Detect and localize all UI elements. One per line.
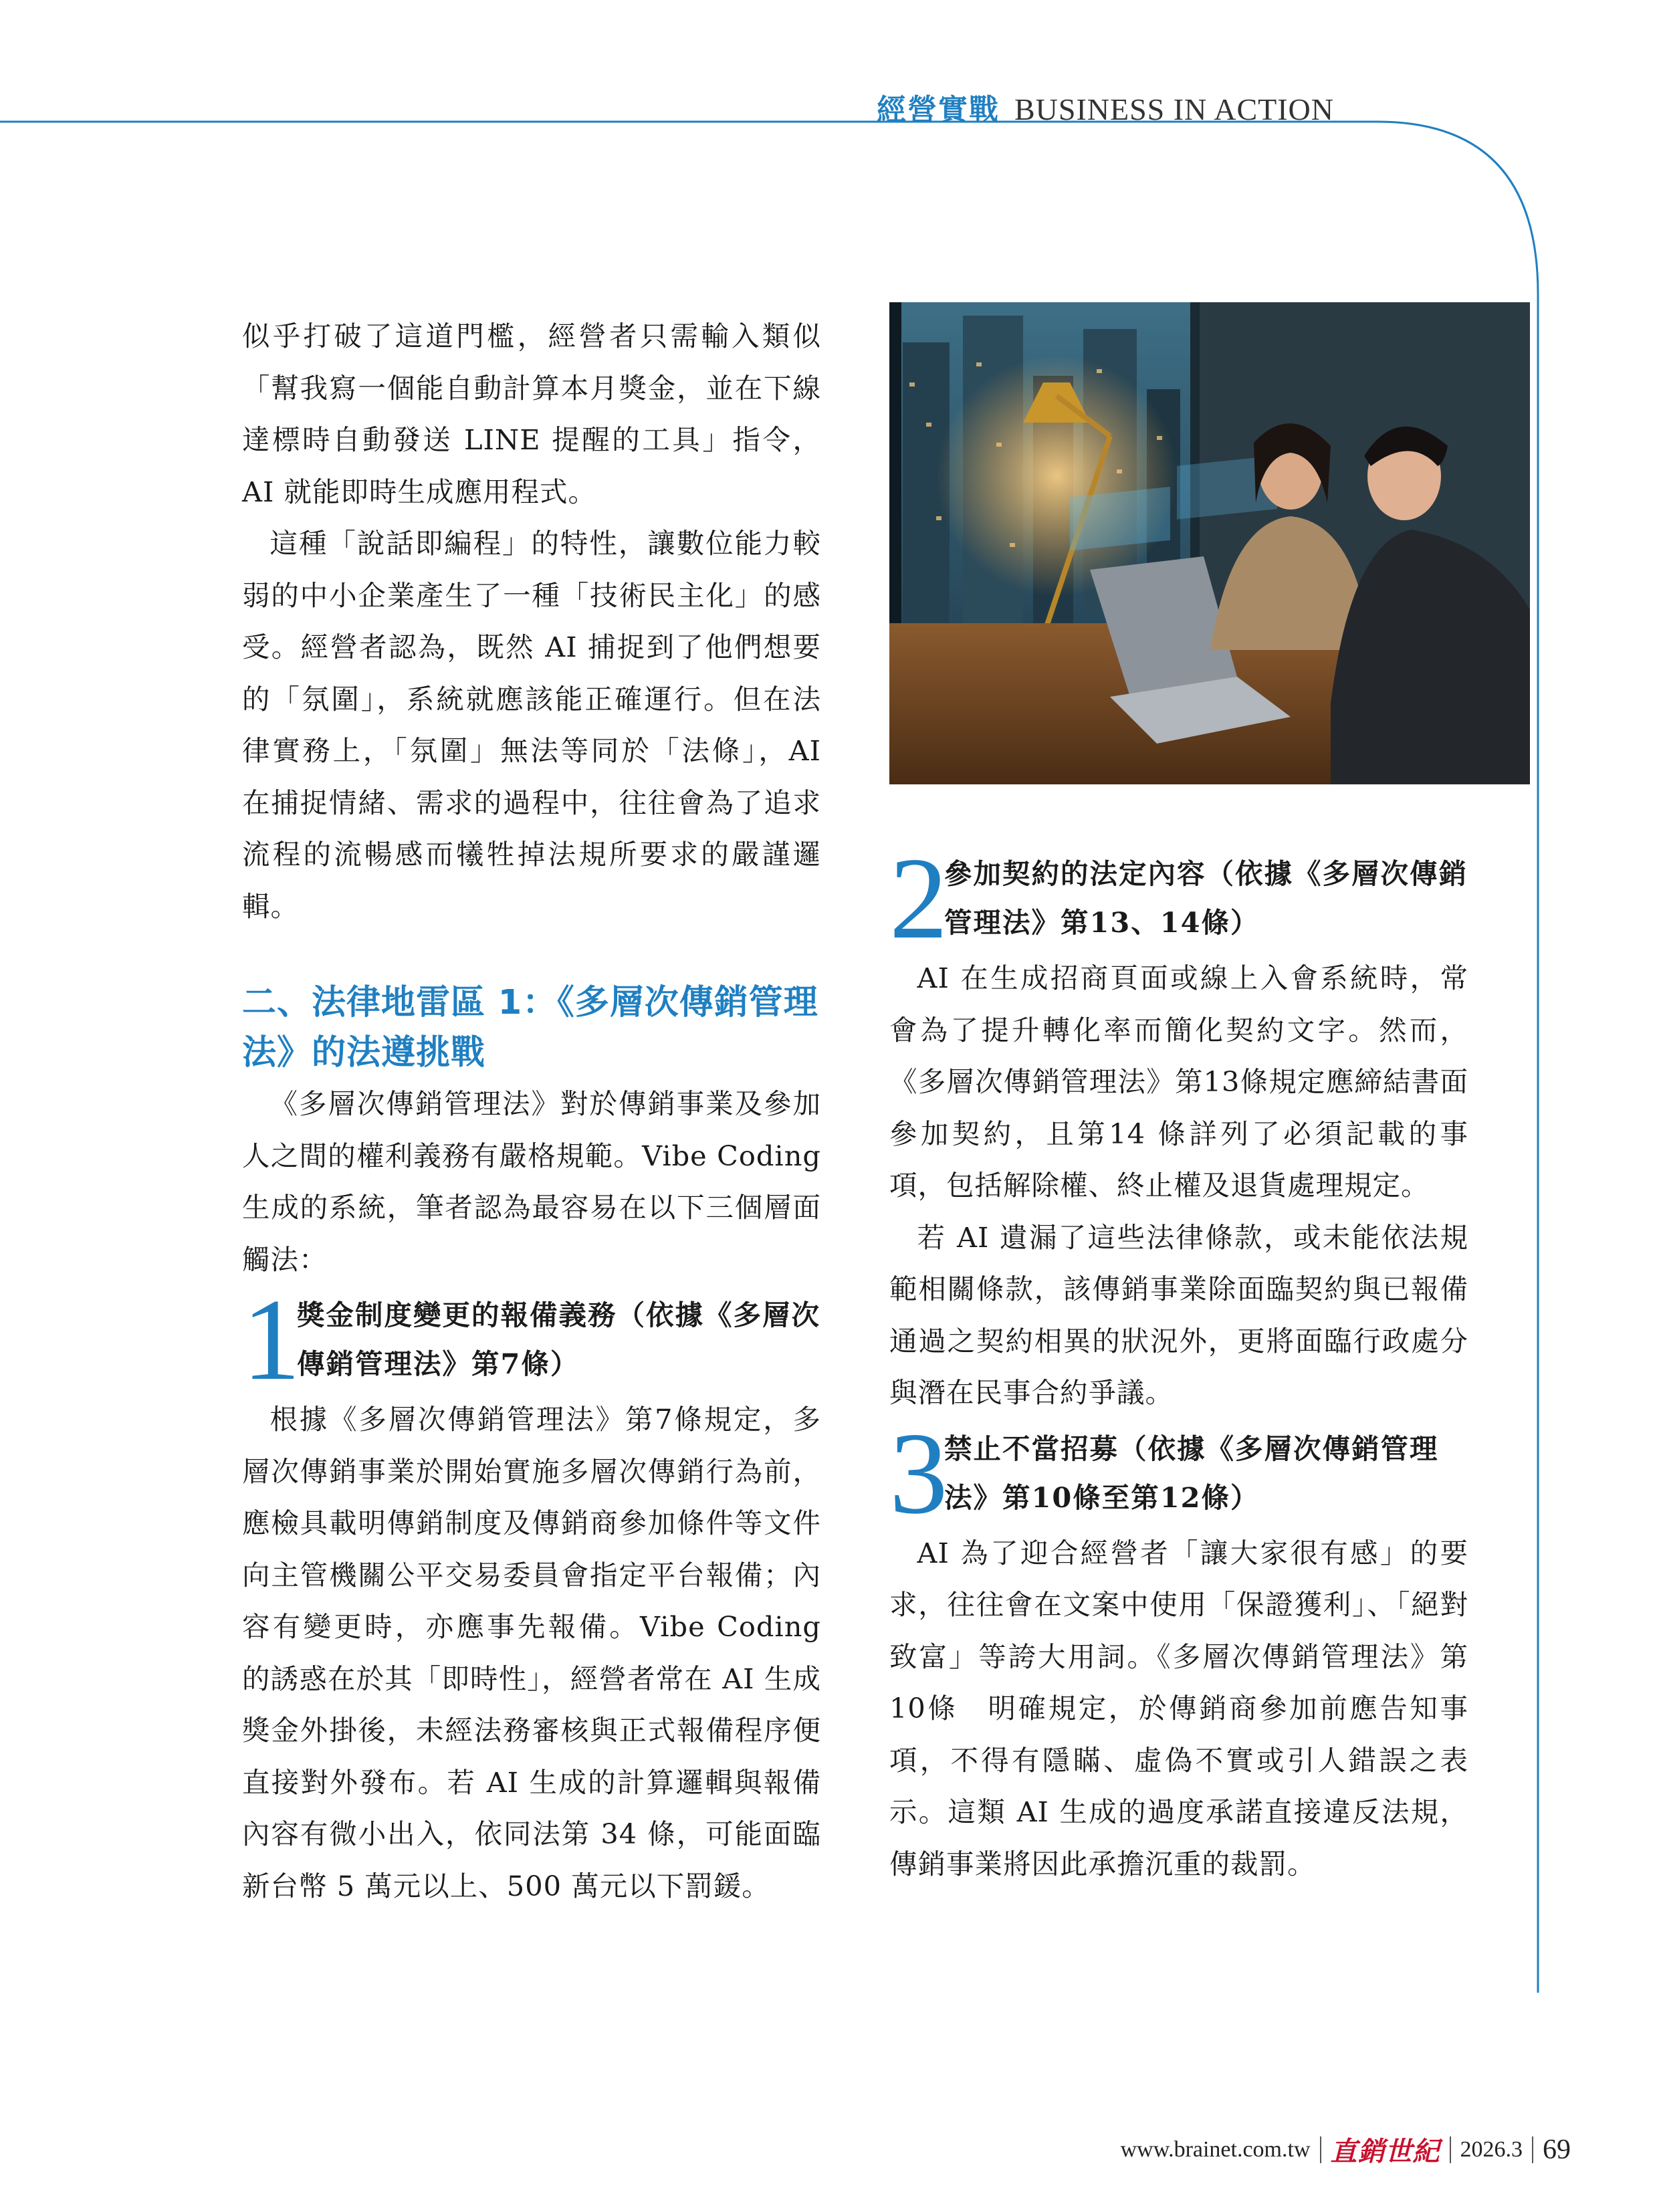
paragraph: 似乎打破了這道門檻，經營者只需輸入類似「幫我寫一個能自動計算本月獎金，並在下線達標時自動發送 LINE 提醒的工具」指令，AI 就能即時生成應用程式。 <box>242 320 821 508</box>
section-title-zh: 經營實戰 <box>876 93 1000 127</box>
paragraph: 這種「說話即編程」的特性，讓數位能力較弱的中小企業產生了一種「技術民主化」的感受。經營者認為，既然 AI 捕捉到了他們想要的「氛圍」，系統就應該能正確運行。但在法律實務上，「氛圍」無法等同於「法條」，AI 在捕捉情緒、需求的過程中，往往會為了追求流程的流暢感而犧牲掉法規所要求的嚴謹邏輯。 <box>242 527 821 923</box>
page-footer <box>1121 2130 1571 2169</box>
subsection-2 <box>889 833 1468 963</box>
section-title-en: BUSINESS IN ACTION <box>1014 92 1334 126</box>
subsection-title: 禁止不當招募（依據《多層次傳銷管理法》第10條至第12條） <box>944 1432 1439 1514</box>
page-number: 69 <box>1543 2134 1571 2165</box>
article-photo <box>889 302 1530 784</box>
photo-illustration <box>889 302 1530 784</box>
footer-divider <box>1450 2136 1451 2163</box>
section-heading: 二、法律地雷區 1：《多層次傳銷管理法》的法遵挑戰 <box>242 983 818 1073</box>
paragraph: AI 為了迎合經營者「讓大家很有感」的要求，往往會在文案中使用「保證獲利」、「絕對致富」等誇大用詞。《多層次傳銷管理法》第10條 明確規定，於傳銷商參加前應告知事項，不得有隱瞞、虛偽不實或引人錯誤之表示。這類 AI 生成的過度承諾直接違反法規，傳銷事業將因此承擔沉重的裁罰。 <box>889 1536 1468 1880</box>
magazine-logo: 直銷世紀 <box>1330 2136 1440 2167</box>
footer-divider <box>1320 2136 1321 2163</box>
paragraph: 若 AI 遺漏了這些法律條款，或未能依法規範相關條款，該傳銷事業除面臨契約與已報備通過之契約相異的狀況外，更將面臨行政處分與潛在民事合約爭議。 <box>889 1220 1468 1409</box>
footer-url: www.brainet.com.tw <box>1120 2136 1311 2162</box>
left-column <box>242 310 821 1912</box>
paragraph: 根據《多層次傳銷管理法》第7條規定，多層次傳銷事業於開始實施多層次傳銷行為前，應檢具載明傳銷制度及傳銷商參加條件等文件向主管機關公平交易委員會指定平台報備；內容有變更時，亦應事先報備。Vibe Coding 的誘惑在於其「即時性」，經營者常在 AI 生成獎金外掛後，未經法務審核與正式報備程序便直接對外發布。若 AI 生成的計算邏輯與報備內容有微小出入，依同法第 34 條，可能面臨新台幣 5 萬元以上、500 萬元以下罰鍰。 <box>242 1403 821 1902</box>
subsection-1 <box>242 1275 821 1404</box>
subsection-number: 2 <box>889 833 948 963</box>
subsection-title: 參加契約的法定內容（依據《多層次傳銷管理法》第13、14條） <box>944 857 1468 939</box>
paragraph: AI 在生成招商頁面或線上入會系統時，常會為了提升轉化率而簡化契約文字。然而，《多層次傳銷管理法》第13條規定應締結書面參加契約，且第14 條詳列了必須記載的事項，包括解除權、終止權及退貨處理規定。 <box>889 962 1468 1202</box>
subsection-number: 3 <box>889 1408 948 1538</box>
issue-date: 2026.3 <box>1460 2136 1523 2162</box>
subsection-title: 獎金制度變更的報備義務（依據《多層次傳銷管理法》第7條） <box>297 1299 821 1380</box>
right-column <box>889 833 1468 1890</box>
subsection-number: 1 <box>242 1275 301 1404</box>
footer-divider <box>1532 2136 1533 2163</box>
running-header <box>877 86 1334 128</box>
paragraph: 《多層次傳銷管理法》對於傳銷事業及參加人之間的權利義務有嚴格規範。Vibe Coding 生成的系統，筆者認為最容易在以下三個層面觸法： <box>242 1087 821 1276</box>
subsection-3 <box>889 1408 1468 1538</box>
